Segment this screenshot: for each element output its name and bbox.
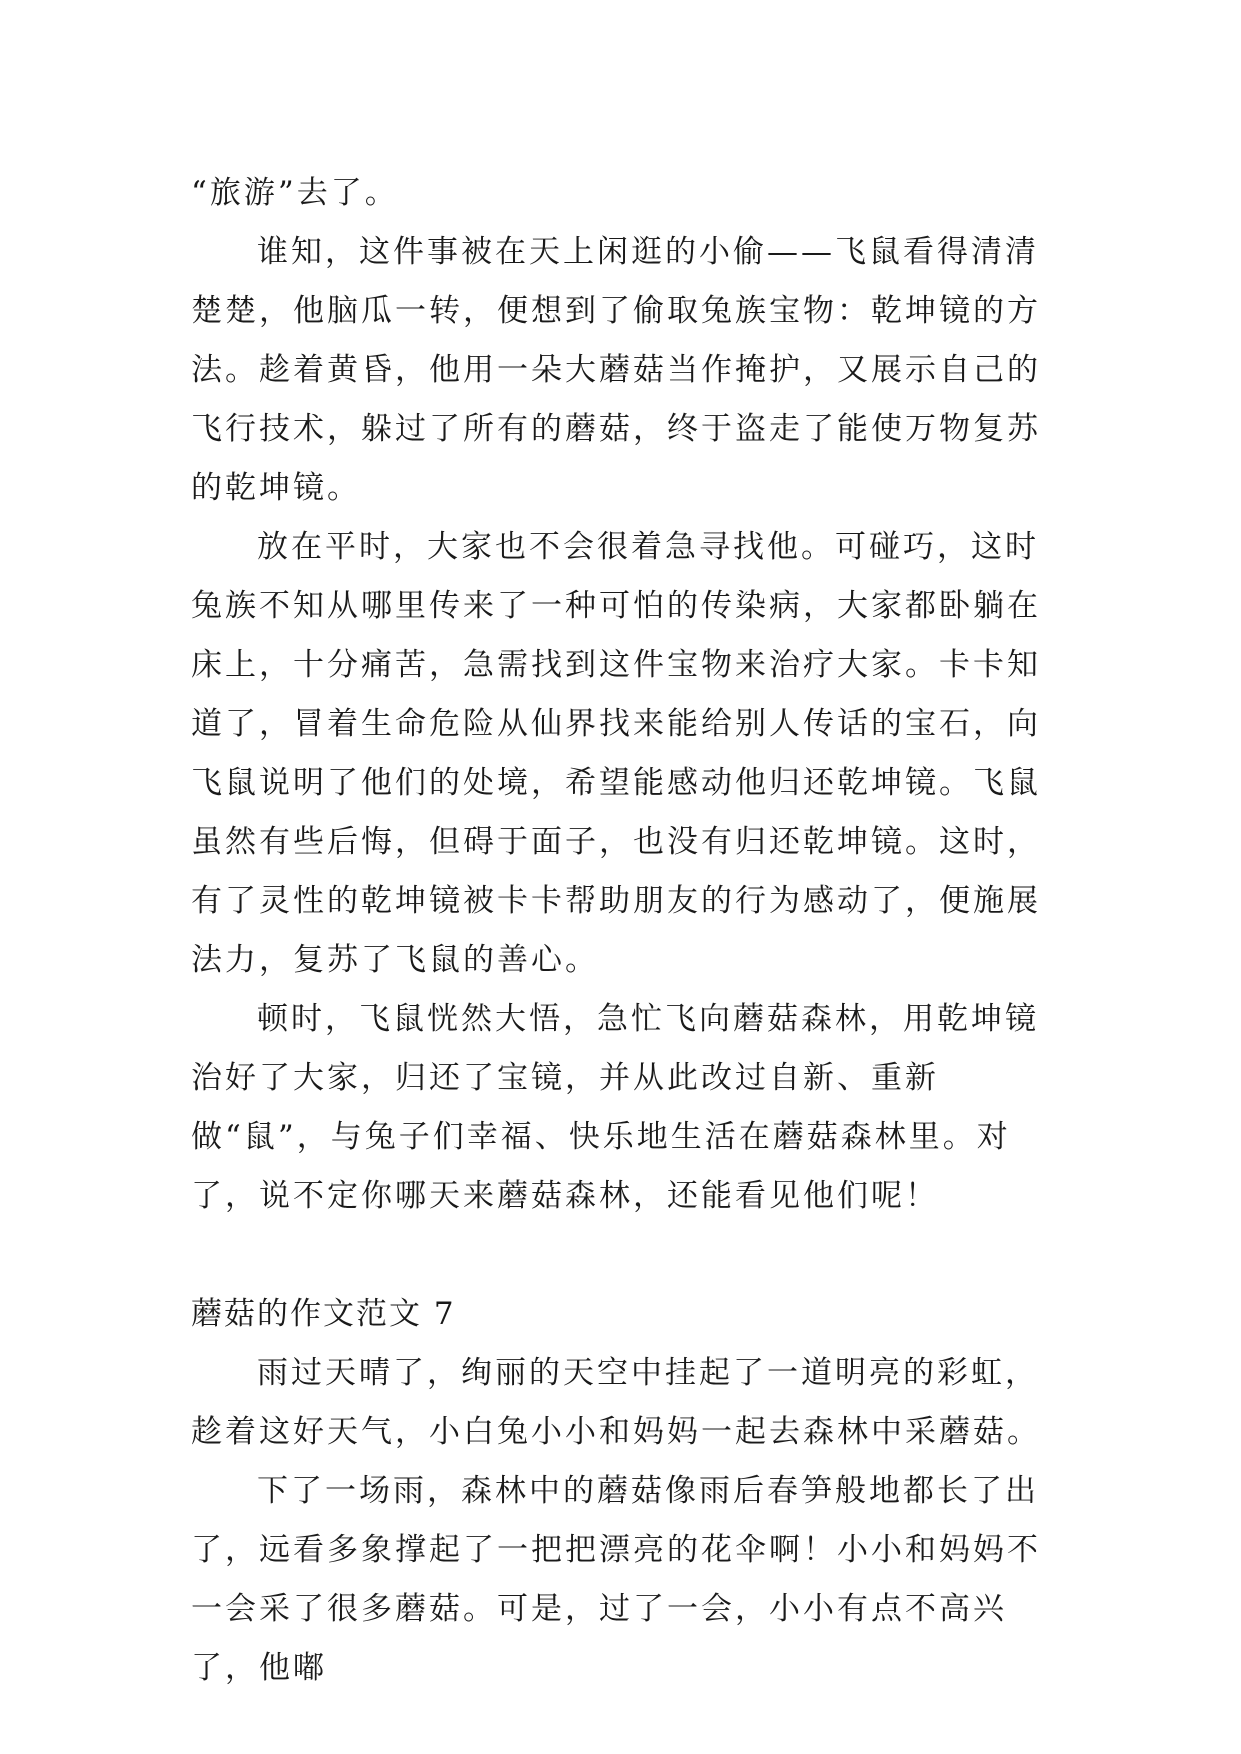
paragraph-rainbow: 雨过天晴了，绚丽的天空中挂起了一道明亮的彩虹，趁着这好天气，小白兔小小和妈妈一起去森林中采蘑菇。 [191,1355,1041,1450]
paragraph-epidemic: 放在平时，大家也不会很着急寻找他。可碰巧，这时兔族不知从哪里传来了一种可怕的传染病，大家都卧躺在床上，十分痛苦，急需找到这件宝物来治疗大家。卡卡知道了，冒着生命危险从仙界找来能给别人传话的宝石，向飞鼠说明了他们的处境，希望能感动他归还乾坤镜。飞鼠虽然有些后悔，但碍于面子，也没有归还乾坤镜。这时，有了灵性的乾坤镜被卡卡帮助朋友的行为感动了，便施展法力，复苏了飞鼠的善心。 [191,529,1041,978]
paragraph-mushrooms: 下了一场雨，森林中的蘑菇像雨后春笋般地都长了出了，远看多象撑起了一把把漂亮的花伞啊！小小和妈妈不一会采了很多蘑菇。可是，过了一会，小小有点不高兴了，他嘟 [191,1473,1041,1686]
document-body [191,164,1066,1698]
paragraph-ending: 顿时，飞鼠恍然大悟，急忙飞向蘑菇森林，用乾坤镜治好了大家，归还了宝镜，并从此改过自新、重新做“鼠”，与兔子们幸福、快乐地生活在蘑菇森林里。对了，说不定你哪天来蘑菇森林，还能看见他们呢！ [191,1001,1039,1214]
paragraph-continuation: “旅游”去了。 [191,175,399,211]
section-heading: 蘑菇的作文范文 7 [191,1296,456,1332]
paragraph-thief: 谁知，这件事被在天上闲逛的小偷——飞鼠看得清清楚楚，他脑瓜一转，便想到了偷取兔族宝物：乾坤镜的方法。趁着黄昏，他用一朵大蘑菇当作掩护，又展示自己的飞行技术，躲过了所有的蘑菇，终于盗走了能使万物复苏的乾坤镜。 [191,234,1041,506]
